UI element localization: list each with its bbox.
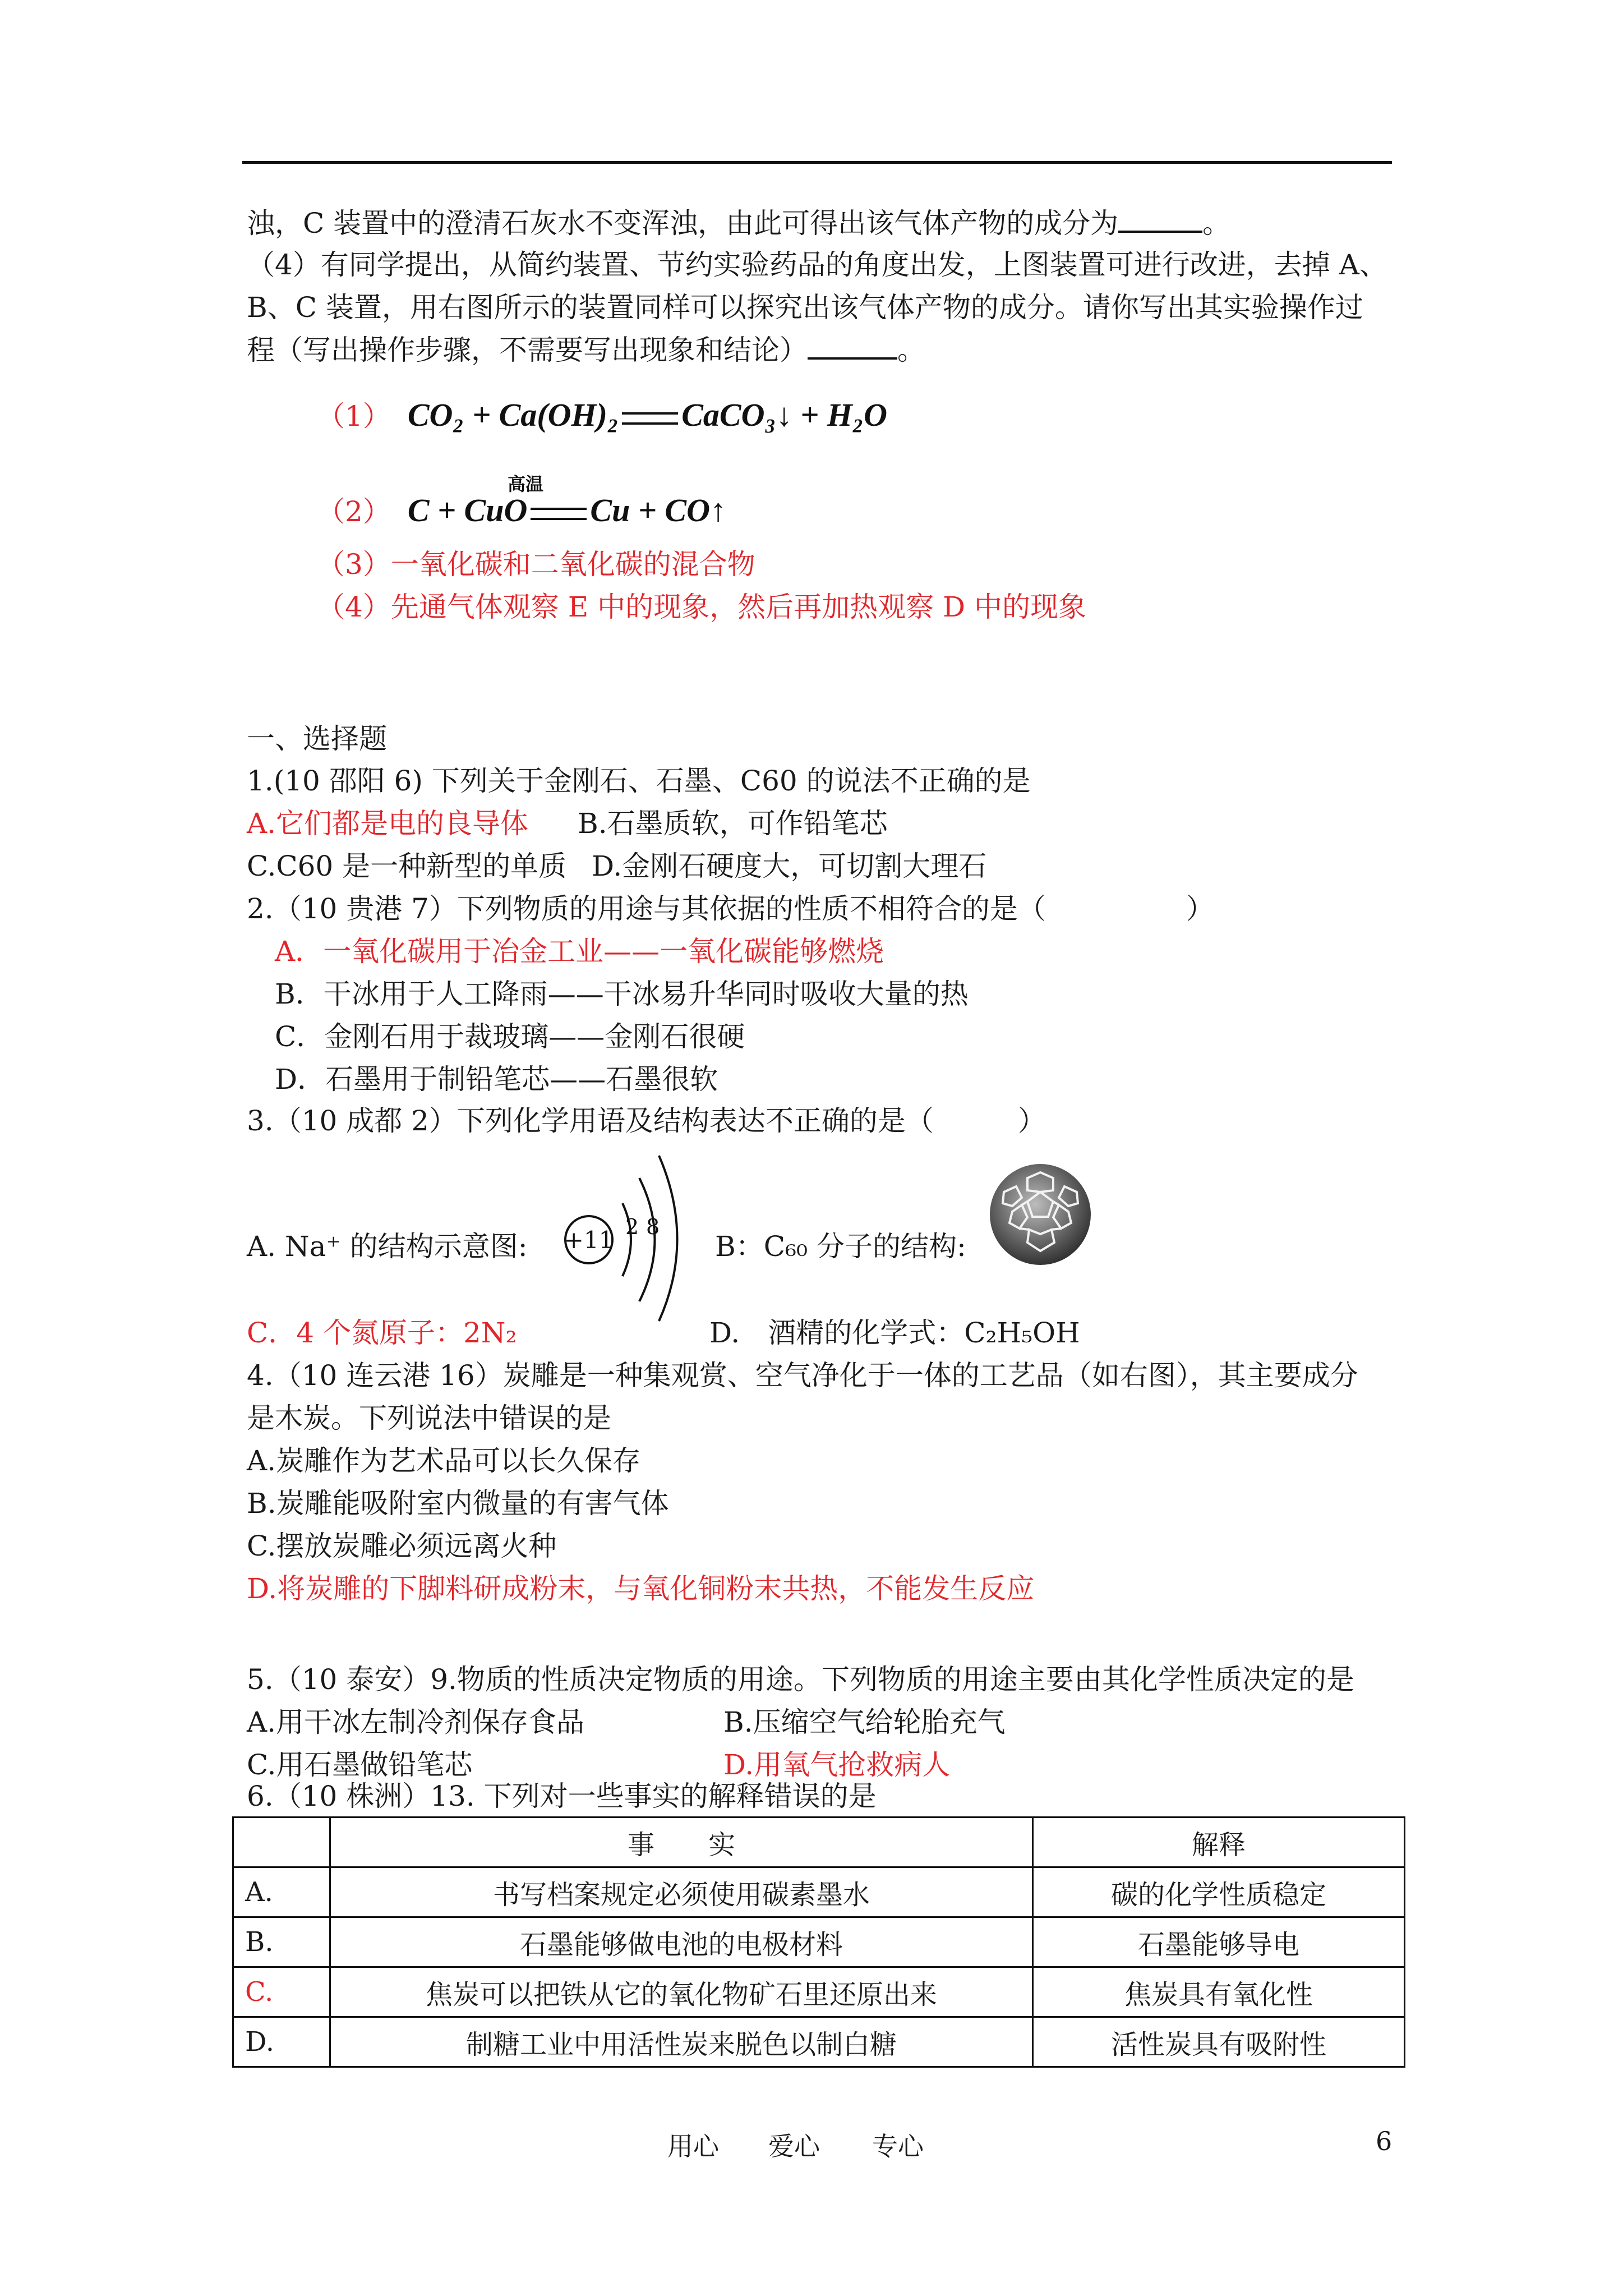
q5-option-d: D.用氧气抢救病人 [723,1749,951,1781]
q4-stem-line2: 是木炭。下列说法中错误的是 [247,1402,611,1434]
table-row [233,2017,1405,2067]
atom-shell2-label: 8 [646,1214,660,1239]
table-header-cell: 解释 [1033,1818,1405,1867]
table-cell: B. [233,1917,330,1967]
atom-shell1-label: 2 [625,1214,639,1239]
sodium-ion-diagram [555,1150,690,1324]
answer-1: （1） CO₂ + Ca(OH)₂ CaCO₃↓ + H₂O [317,397,887,433]
q4-option-b: B.炭雕能吸附室内微量的有害气体 [247,1487,669,1520]
c60-molecule-image [987,1161,1094,1268]
table-header-cell: 事 实 [330,1818,1033,1867]
q3-option-c: C．4 个氮原子：2N₂ [247,1317,517,1349]
reaction-condition: 高温 [508,473,544,495]
q5-option-a: A.用干冰左制冷剂保存食品 [247,1706,585,1738]
q1-option-c: C.C60 是一种新型的单质 [247,850,567,882]
q4-cont-line1: 浊，C 装置中的澄清石灰水不变浑浊，由此可得出该气体产物的成分为 。 [247,207,1231,240]
q5-stem: 5.（10 泰安）9.物质的性质决定物质的用途。下列物质的用途主要由其化学性质决定的是 [247,1663,1354,1696]
table-cell: 碳的化学性质稳定 [1033,1867,1405,1917]
q5-option-b: B.压缩空气给轮胎充气 [723,1706,1006,1738]
footer-motto-1: 用心 [667,2131,719,2161]
table-cell: 制糖工业中用活性炭来脱色以制白糖 [330,2017,1033,2067]
q3-option-d: D. 酒精的化学式：C₂H₅OH [709,1317,1080,1349]
q4-cont-line3: B、C 装置，用右图所示的装置同样可以探究出该气体产物的成分。请你写出其实验操作过 [247,291,1363,324]
page-number: 6 [1376,2126,1393,2156]
equation-2-lhs: C + CuO [407,492,528,528]
q5-option-c: C.用石墨做铅笔芯 [247,1749,473,1781]
answer-blank [1118,208,1202,233]
q4-option-a: A.炭雕作为艺术品可以长久保存 [247,1444,641,1477]
table-cell: 活性炭具有吸附性 [1033,2017,1405,2067]
q3-option-b: B：C₆₀ 分子的结构: [715,1230,966,1263]
table-header-row [233,1818,1405,1867]
q1-option-d: D.金刚石硬度大，可切割大理石 [592,850,987,882]
table-cell: 石墨能够导电 [1033,1917,1405,1967]
q2-option-d: D．石墨用于制铅笔芯——石墨很软 [275,1063,718,1096]
table-cell: 焦炭具有氧化性 [1033,1967,1405,2017]
q2-stem: 2.（10 贵港 7）下列物质的用途与其依据的性质不相符合的是（ ） [247,892,1214,925]
q6-stem: 6.（10 株洲）13. 下列对一些事实的解释错误的是 [247,1780,877,1812]
header-rule [242,161,1392,164]
q4-stem-line1: 4.（10 连云港 16）炭雕是一种集观赏、空气净化于一体的工艺品（如右图），其主要成分 [247,1359,1358,1392]
answer-2: （2） C + CuO Cu + CO↑ [317,492,726,528]
atom-nucleus-label: +11 [564,1226,614,1254]
q2-option-b: B．干冰用于人工降雨——干冰易升华同时吸收大量的热 [275,978,969,1010]
table-cell: 书写档案规定必须使用碳素墨水 [330,1867,1033,1917]
q3-stem: 3.（10 成都 2）下列化学用语及结构表达不正确的是（ ） [247,1105,1046,1137]
footer-motto-3: 专心 [872,2131,924,2161]
equation-2-rhs: Cu + CO↑ [590,492,726,528]
table-cell: A. [233,1867,330,1917]
q4-option-c: C.摆放炭雕必须远离火种 [247,1530,557,1562]
q1-stem: 1.(10 邵阳 6) 下列关于金刚石、石墨、C60 的说法不正确的是 [247,765,1031,797]
q4-cont-line2: （4）有同学提出，从简约装置、节约实验药品的角度出发，上图装置可进行改进，去掉 A、 [247,249,1387,281]
equals-sign [622,412,678,425]
footer-motto-2: 爱心 [768,2131,820,2161]
table-cell: C. [233,1967,330,2017]
q4-option-d: D.将炭雕的下脚料研成粉末，与氧化铜粉末共热，不能发生反应 [247,1572,1035,1605]
equals-sign [531,508,587,520]
answer-4: （4）先通气体观察 E 中的现象，然后再加热观察 D 中的现象 [317,591,1086,623]
q1-option-a: A.它们都是电的良导体 [247,807,529,840]
equation-1-lhs: CO₂ + Ca(OH)₂ [407,397,619,433]
table-row [233,1867,1405,1917]
equation-1-rhs: CaCO₃↓ + H₂O [681,397,887,433]
table-cell: D. [233,2017,330,2067]
table-cell: 石墨能够做电池的电极材料 [330,1917,1033,1967]
facts-table [232,1816,1405,2068]
table-row [233,1967,1405,2017]
q2-option-c: C．金刚石用于裁玻璃——金刚石很硬 [275,1020,745,1053]
q4-cont-line4: 程（写出操作步骤，不需要写出现象和结论） 。 [247,334,925,366]
answer-3: （3）一氧化碳和二氧化碳的混合物 [317,548,755,581]
table-row [233,1917,1405,1967]
q3-option-a: A. Na⁺ 的结构示意图: [247,1230,528,1263]
table-cell: 焦炭可以把铁从它的氧化物矿石里还原出来 [330,1967,1033,2017]
q1-option-b: B.石墨质软，可作铅笔芯 [578,807,888,840]
answer-blank [808,335,897,360]
table-header-cell [233,1818,330,1867]
q2-option-a: A．一氧化碳用于冶金工业——一氧化碳能够燃烧 [275,935,884,968]
section-title: 一、选择题 [247,723,387,755]
